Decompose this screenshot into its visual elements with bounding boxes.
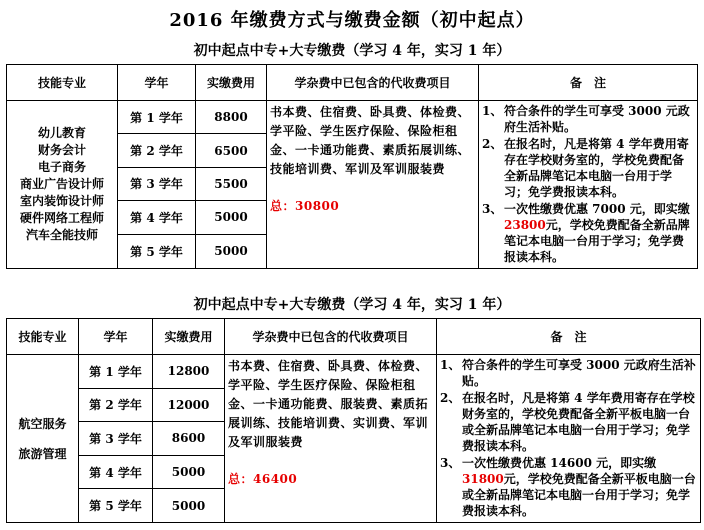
- year-cell: 第 1 学年: [118, 101, 196, 134]
- note-item: [482, 103, 694, 135]
- year-cell: 第 4 学年: [118, 201, 196, 234]
- fee-table-2: [6, 318, 701, 523]
- note-item: [482, 136, 694, 200]
- header-fee: 实缴费用: [153, 319, 225, 355]
- major-name: 旅游管理: [18, 446, 67, 461]
- note-text-pre: 一次性缴费优惠 14600 元，即实缴: [462, 456, 657, 470]
- discount-amount: 31800: [462, 472, 504, 486]
- notes-cell: [437, 355, 701, 523]
- header-major: 技能专业: [7, 65, 118, 101]
- fee-cell: 5500: [196, 167, 267, 200]
- included-items-cell: [225, 355, 437, 523]
- year-cell: 第 3 学年: [118, 167, 196, 200]
- fee-cell: 5000: [196, 201, 267, 234]
- total-amount: 总：30800: [270, 199, 340, 213]
- major-name: 汽车全能技师: [25, 228, 98, 242]
- note-text: 在报名时，凡是将第 4 学年费用寄存在学校财务室的，学校免费配备全新品牌笔记本电脑一台用于学习；免学费报读本科。: [504, 137, 689, 199]
- header-notes: 备 注: [437, 319, 701, 355]
- year-cell: 第 2 学年: [118, 134, 196, 167]
- note-text: [462, 455, 697, 519]
- fee-cell: 8800: [196, 101, 267, 134]
- major-name: 硬件网络工程师: [19, 211, 104, 225]
- header-year: 学年: [79, 319, 153, 355]
- included-items: 书本费、住宿费、卧具费、体检费、学平险、学生医疗保险、保险柜租金、一卡通功能费、素质拓展训练、技能培训费、军训及军训服装费: [270, 105, 471, 176]
- fee-cell: 5000: [196, 234, 267, 268]
- major-name: 财务会计: [37, 143, 86, 157]
- fee-cell: 5000: [153, 489, 225, 523]
- header-major: 技能专业: [7, 319, 79, 355]
- note-item: [482, 201, 694, 265]
- note-text-post: 元，学校免费配备全新品牌笔记本电脑一台用于学习；免学费报读本科。: [504, 218, 690, 264]
- header-included: 学杂费中已包含的代收费项目: [225, 319, 437, 355]
- discount-amount: 23800: [504, 218, 546, 232]
- fee-table-1: [6, 64, 698, 269]
- major-name: 幼儿教育: [37, 126, 86, 140]
- note-text: 符合条件的学生可享受 3000 元政府生活补贴。: [504, 104, 690, 134]
- fee-cell: 6500: [196, 134, 267, 167]
- note-text-pre: 一次性缴费优惠 7000 元，即实缴: [504, 202, 690, 216]
- note-text: 符合条件的学生可享受 3000 元政府生活补贴。: [462, 358, 696, 388]
- total-amount: 总：46400: [228, 472, 298, 486]
- included-items: 书本费、住宿费、卧具费、体检费、学平险、学生医疗保险、保险柜租金、一卡通功能费、服装费、素质拓展训练、技能培训费、实训费、军训及军训服装费: [228, 359, 429, 449]
- year-cell: 第 1 学年: [79, 355, 153, 389]
- year-cell: 第 3 学年: [79, 422, 153, 456]
- header-fee: 实缴费用: [196, 65, 267, 101]
- note-number: 2、: [440, 391, 461, 405]
- major-name: 商业广告设计师: [19, 177, 104, 191]
- notes-cell: [479, 101, 698, 269]
- year-cell: 第 5 学年: [118, 234, 196, 268]
- note-number: 3、: [440, 456, 461, 470]
- note-item: [440, 357, 697, 389]
- included-items-cell: [267, 101, 479, 269]
- majors-cell: [7, 101, 118, 269]
- major-name: 室内装饰设计师: [19, 194, 104, 208]
- year-cell: 第 4 学年: [79, 455, 153, 489]
- note-number: 2、: [482, 137, 503, 151]
- year-cell: 第 5 学年: [79, 489, 153, 523]
- fee-cell: 12000: [153, 388, 225, 422]
- note-text: 在报名时，凡是将第 4 学年费用寄存在学校财务室的，学校免费配备全新平板电脑一台或全新品牌笔记本电脑一台用于学习；免学费报读本科。: [462, 391, 695, 453]
- header-year: 学年: [118, 65, 196, 101]
- note-text: [504, 201, 694, 265]
- note-number: 1、: [482, 104, 503, 118]
- majors-cell: [7, 355, 79, 523]
- fee-cell: 8600: [153, 422, 225, 456]
- note-number: 1、: [440, 358, 461, 372]
- table-1-subtitle: 初中起点中专+大专缴费（学习 4 年，实习 1 年）: [193, 43, 511, 59]
- header-notes: 备 注: [479, 65, 698, 101]
- note-item: [440, 455, 697, 519]
- table-2-subtitle: 初中起点中专+大专缴费（学习 4 年，实习 1 年）: [193, 297, 511, 313]
- header-included: 学杂费中已包含的代收费项目: [267, 65, 479, 101]
- fee-cell: 5000: [153, 455, 225, 489]
- note-number: 3、: [482, 202, 503, 216]
- fee-cell: 12800: [153, 355, 225, 389]
- page-title: 2016 年缴费方式与缴费金额（初中起点）: [169, 10, 535, 31]
- note-item: [440, 390, 697, 454]
- year-cell: 第 2 学年: [79, 388, 153, 422]
- major-name: 电子商务: [37, 160, 86, 174]
- note-text-post: 元，学校免费配备全新平板电脑一台或全新品牌笔记本电脑一台用于学习；免学费报读本科。: [462, 472, 696, 518]
- major-name: 航空服务: [18, 416, 67, 431]
